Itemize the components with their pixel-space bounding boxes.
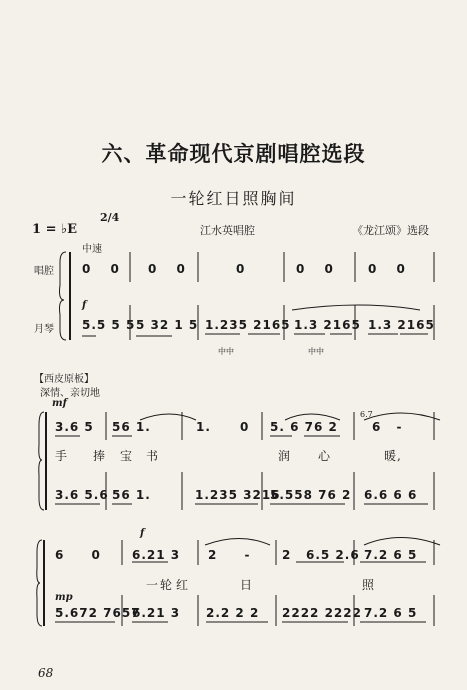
time-signature: 2/4 xyxy=(100,211,120,224)
source-credit: 《龙江颂》选段 xyxy=(352,224,429,237)
vocal-measure: 2 - xyxy=(208,548,251,562)
lyric: 一 xyxy=(146,578,160,592)
vocal-measure: 0 xyxy=(240,420,250,434)
vocal-measure: 7.2 6 5 xyxy=(364,548,418,562)
vocal-measure: 56 1. xyxy=(112,420,151,434)
accomp-measure: 1.3 2165 xyxy=(294,318,361,332)
vocal-measure: 6 - xyxy=(372,420,403,434)
vocal-measure: 5. 6 76 2 xyxy=(270,420,338,434)
accomp-measure: 1.3 2165 xyxy=(368,318,435,332)
vocal-measure: 6.5 2.6 xyxy=(306,548,360,562)
dynamic-marking: mf xyxy=(52,398,67,409)
vocal-measure: 2 xyxy=(282,548,292,562)
vocal-measure: 3.6 5 xyxy=(55,420,94,434)
accomp-measure: 5 32 1 5 xyxy=(136,318,199,332)
lyric: 暖, xyxy=(384,449,402,463)
lyric: 宝 xyxy=(120,449,134,463)
performer-credit: 江水英唱腔 xyxy=(200,224,255,237)
vocal-measure: 0 0 xyxy=(148,262,186,276)
accomp-measure: 5.5 5 5 xyxy=(82,318,136,332)
lyric: 润 xyxy=(278,449,292,463)
lyric: 日 xyxy=(240,578,254,592)
vocal-measure: 1. xyxy=(196,420,211,434)
lyric: 书 xyxy=(146,449,160,463)
vocal-measure: 0 0 xyxy=(82,262,120,276)
vocal-measure: 6.21 3 xyxy=(132,548,181,562)
dynamic-marking: f xyxy=(82,300,87,311)
accomp-measure: 1.235 2165 xyxy=(205,318,291,332)
dynamic-marking: f xyxy=(140,528,145,539)
accomp-measure: 5.558 76 2 xyxy=(270,488,352,502)
accomp-mark: 中中 xyxy=(218,347,234,356)
lyric: 捧 xyxy=(93,449,107,463)
grace-note: 6.7 xyxy=(360,410,373,419)
vocal-measure: 0 0 xyxy=(296,262,334,276)
tempo-marking: 中速 xyxy=(82,244,102,255)
piece-title: 一轮红日照胸间 xyxy=(170,189,297,208)
accomp-measure: 3.6 5.6 xyxy=(55,488,109,502)
section-title: 六、革命现代京剧唱腔选段 xyxy=(101,141,366,166)
expression-marking: 深情、亲切地 xyxy=(40,388,100,399)
accomp-measure: 2.2 2 2 xyxy=(206,606,260,620)
vocal-staff-label: 唱腔 xyxy=(34,266,54,277)
vocal-measure: 6 0 xyxy=(55,548,101,562)
lyric: 红 xyxy=(176,578,190,592)
accomp-mark: 中中 xyxy=(308,347,324,356)
lyric: 心 xyxy=(318,449,332,463)
page-number: 68 xyxy=(38,666,54,680)
section-label: 【西皮原板】 xyxy=(34,374,94,385)
vocal-measure: 0 xyxy=(236,262,246,276)
accomp-measure: 5.672 7657 xyxy=(55,606,141,620)
accomp-measure: 1.235 3216 xyxy=(195,488,281,502)
key-signature: 1 = ♭E xyxy=(32,222,78,237)
accomp-measure: 6.21 3 xyxy=(132,606,181,620)
vocal-measure: 0 0 xyxy=(368,262,406,276)
accomp-measure: 56 1. xyxy=(112,488,151,502)
lyric: 照 xyxy=(362,578,376,592)
lyric: 轮 xyxy=(160,578,174,592)
dynamic-marking: mp xyxy=(55,592,73,603)
accomp-staff-label: 月琴 xyxy=(34,324,54,335)
lyric: 手 xyxy=(55,449,69,463)
accomp-measure: 2222 2222 xyxy=(282,606,362,620)
accomp-measure: 6.6 6 6 xyxy=(364,488,418,502)
accomp-measure: 7.2 6 5 xyxy=(364,606,418,620)
